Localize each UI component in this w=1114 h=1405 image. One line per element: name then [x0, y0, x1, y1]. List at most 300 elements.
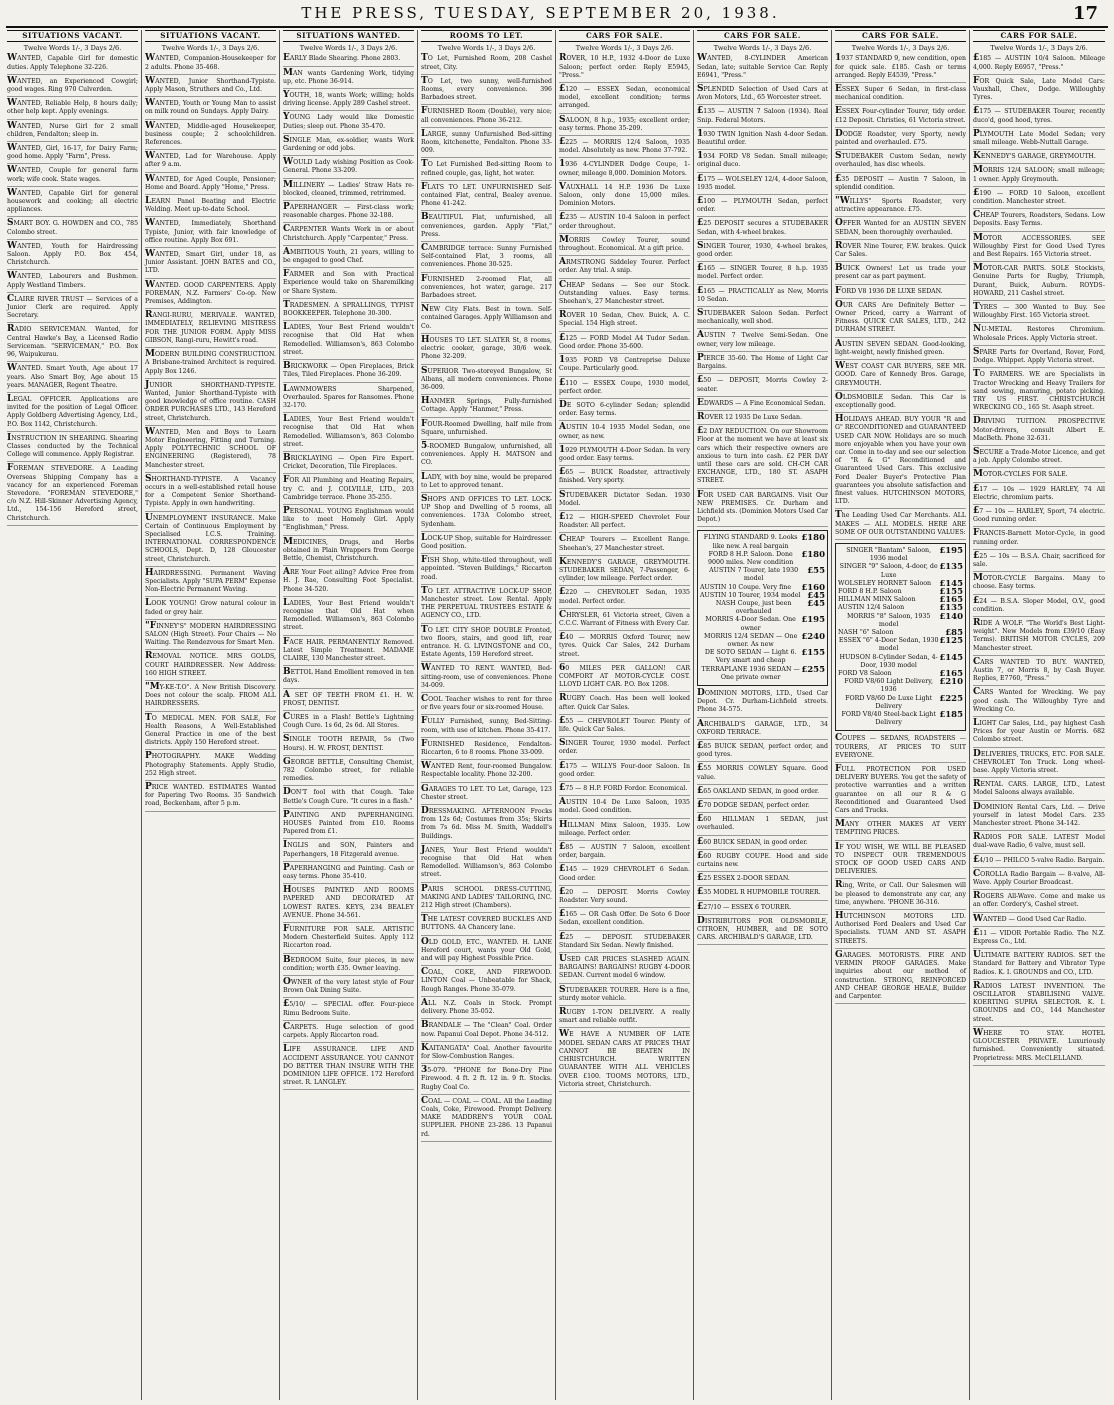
- classified-ad: £40 — MORRIS Oxford Tourer, new tyres. Quick Car Sales, 242 Durham street.: [559, 633, 690, 662]
- classified-ad: STUDEBAKER Custom Sedan, newly overhauled, has disc wheels.: [835, 152, 966, 172]
- classified-ad: WE HAVE A NUMBER OF LATE MODEL SEDAN CARS AT PRICES THAT CANNOT BE BEATEN IN CHRISTCHURCH. WRITTEN GUARANTEE WITH ALL VEHICLES OVER £100. TOOMS MOTORS, LTD., Victoria street, Christchurch.: [559, 1030, 690, 1091]
- classified-ad: "WILLYS" Sports Roadster, very attractive appearance. £75.: [835, 197, 966, 217]
- section-heading: ROOMS TO LET.: [421, 30, 552, 42]
- car-name: DE SOTO SEDAN — Light 6. Very smart and cheap: [704, 649, 797, 665]
- classified-ad: KENNEDY'S GARAGE, GREYMOUTH. STUDEBAKER SEDAN, 7-Passenger, 6-cylinder, low mileage. Perfect order.: [559, 558, 690, 587]
- price-row: [700, 633, 825, 649]
- section-heading: CARS FOR SALE.: [697, 30, 828, 42]
- classified-ad: £25 — DEPOSIT. STUDEBAKER Standard Six Sedan. Newly finished.: [559, 933, 690, 953]
- car-name: TERRAPLANE 1936 SEDAN — One private owner: [701, 665, 800, 681]
- rate-line: Twelve Words 1/-, 3 Days 2/6.: [437, 44, 536, 53]
- classified-ad: BRANDALE — The "Clean" Coal. Order now. Papanui Coal Depot. Phone 34-512.: [421, 1021, 552, 1041]
- classified-ad: BRICKLAYING — Open Fire Expert. Cricket, Decoration, Tile Fireplaces.: [283, 454, 414, 474]
- classified-ad: PAPERHANGING and Painting. Cash or easy terms. Phone 35-410.: [283, 864, 414, 884]
- car-name: FORD V8/60 De Luxe Light Delivery: [845, 694, 933, 710]
- classified-ad: AUSTIN SEVEN SEDAN. Good-looking, light-weight, newly finished green.: [835, 340, 966, 360]
- classified-ad: WANTED, an Experienced Cowgirl; good wages. Ring 970 Culverden.: [7, 77, 138, 97]
- classified-ad: SINGER Tourer, 1930 model. Perfect order.: [559, 739, 690, 759]
- classified-ad: MORRIS Cowley Tourer, sound throughout. Economical. At a gift price.: [559, 236, 690, 256]
- classified-ad: £175 — WILLYS Four-door Saloon. In good order.: [559, 762, 690, 782]
- classified-ad: PAINTING AND PAPERHANGING. HOUSES Painted from £10. Rooms Papered from £1.: [283, 811, 414, 840]
- classified-ad: WANTED TO RENT. WANTED, Bed-sitting-room, use of conveniences. Phone 34-009.: [421, 664, 552, 693]
- classified-ad: RADIO SERVICEMAN. Wanted, for Central Hawke's Bay, a Licensed Radio Serviceman. "SERVICEMAN," P.O. Box 96, Waipukurau.: [7, 325, 138, 362]
- classified-ad: TO Let, Furnished Room, 208 Cashel street, City.: [421, 54, 552, 74]
- classified-ad: SINGLE Man, ex-soldier, wants Work Gardening or odd jobs.: [283, 136, 414, 156]
- classified-ad: 1936 4-CYLINDER Dodge Coupe, 1-owner, mileage 8,000. Dominion Motors.: [559, 160, 690, 180]
- classified-ad: £25 — 10s — B.S.A. Chair, sacrificed for sale.: [973, 552, 1105, 572]
- classified-ad: WHERE TO STAY. HOTEL GLOUCESTER PRIVATE. Luxuriously furnished. Conveniently situated. Proprietress: MRS. McCLELLAND.: [973, 1029, 1105, 1066]
- classified-ad: HOUSES PAINTED AND ROOMS PAPERED AND DECORATED AT LOWEST RATES. KEYS, 234 BEALEY AVENUE. Phone 34-561.: [283, 886, 414, 923]
- classified-ad: COAL — COAL — COAL. All the Leading Coals, Coke, Firewood. Prompt Delivery. MAKE MADDREN'S YOUR COAL SUPPLIER. PHONE 23-286. 13 Papanui rd.: [421, 1097, 552, 1142]
- classified-ad: MEDICINES, Drugs, and Herbs obtained in Plain Wrappers from George Bettle, Chemist, Christchurch.: [283, 538, 414, 567]
- classified-ad: LAWNMOWERS Sharpened, Overhauled. Spares for Ransomes. Phone 32-170.: [283, 385, 414, 414]
- classified-ad: FOREMAN STEVEDORE. A Leading Overseas Shipping Company has a vacancy for an experienced Foreman Stevedore. "FOREMAN STEVEDORE," c/o N.Z. Hill-Skinner Advertising Agency, Ltd., 154-156 Hereford street, Christchurch.: [7, 464, 138, 525]
- classified-ad: £235 — AUSTIN 10-4 Saloon in perfect order throughout.: [559, 213, 690, 233]
- classified-ad: ARE Your Feet ailing? Advice Free from H. J. Rae, Consulting Foot Specialist. Phone 34-520.: [283, 568, 414, 597]
- classified-ad: ARCHIBALD'S GARAGE, LTD., 34 OXFORD TERRACE.: [697, 720, 828, 740]
- classified-ad: ALL N.Z. Coals in Stock. Prompt delivery. Phone 35-052.: [421, 999, 552, 1019]
- car-price: £210: [939, 677, 963, 688]
- classified-ad: STUDEBAKER Saloon Sedan. Perfect mechanically, well shod.: [697, 309, 828, 329]
- classified-ad: DRESSMAKING. AFTERNOON Frocks from 12s 6d; Costumes from 35s; Skirts from 7s 6d. Miss M. Smith, Waddell's Buildings.: [421, 807, 552, 844]
- classified-ad: WANTED, Youth or Young Man to assist on milk round on Sundays. Apply Dairy.: [145, 99, 276, 119]
- classified-ad: £35 DEPOSIT — Austin 7 Saloon, in splendid condition.: [835, 175, 966, 195]
- classified-ad: WANTED. GOOD CARPENTERS. Apply FOREMAN, N.Z. Farmers' Co-op. New Premises, Addington.: [145, 281, 276, 310]
- car-price: £85: [945, 627, 963, 638]
- classified-ad: £125 — FORD Model A4 Tudor Sedan. Good order. Phone 35-600.: [559, 334, 690, 354]
- classified-ad: LARGE, sunny Unfurnished Bed-sitting Room, kitchenette, Fendalton. Phone 33-009.: [421, 130, 552, 159]
- classified-ad: £185 — AUSTIN 10/4 Saloon. Mileage 4,000. Reply E6957, "Press.": [973, 54, 1105, 74]
- classified-ad: MILLINERY — Ladies' Straw Hats re-blocked, cleaned, trimmed, retrimmed.: [283, 181, 414, 201]
- classified-ad: HOLIDAYS AHEAD. BUY YOUR "R and G" RECONDITIONED and GUARANTEED USED CAR NOW. Holidays are so much more enjoyable when you have your own car. Come in to-day and see our selection of "R & G" Reconditioned and Guaranteed Used Cars. This exclusive Ford Dealer Buyer's Protective Plan guarantees you absolute satisfaction and finest values. HUTCHINSON MOTORS, LTD.: [835, 415, 966, 509]
- classified-ad: FURNISHED 2-roomed Flat, all conveniences, hot water, garage. 217 Barbadoes street.: [421, 275, 552, 304]
- car-name: MORRIS 12/4 SEDAN — One owner. As new: [704, 632, 798, 648]
- page-number: 17: [1072, 2, 1098, 24]
- classified-ad: LEGAL OFFICER. Applications are invited for the position of Legal Officer. Apply Goldberg Advertising Agency, Ltd., P.O. Box 1142, Christchurch.: [7, 395, 138, 432]
- classified-ad: THE LATEST COVERED BUCKLES AND BUTTONS. 4A Chancery lane.: [421, 915, 552, 935]
- car-price: £155: [939, 586, 963, 597]
- car-price: £165: [939, 669, 963, 679]
- classified-ad: MAN wants Gardening Work, tidying up, etc. Phone 36-914.: [283, 69, 414, 89]
- car-name: FLYING STANDARD 9. Looks like new. A real bargain: [703, 534, 798, 550]
- classified-ad: SHOPS AND OFFICES TO LET. LOCK-UP Shop and Dwelling of 5 rooms, all conveniences. 173A Colombo street, Sydenham.: [421, 495, 552, 532]
- classified-ad: PLYMOUTH Late Model Sedan; very small mileage. Webb-Nuttall Garage.: [973, 130, 1105, 150]
- classified-ad: WEST COAST CAR BUYERS, SEE MR. GOOD. Care of Kennedy Bros. Garage, GREYMOUTH.: [835, 362, 966, 391]
- classified-ad: AUSTIN 10-4 De Luxe Saloon, 1935 model. Good condition.: [559, 798, 690, 818]
- classified-ad: OLDSMOBILE Sedan. This Car is exceptionally good.: [835, 393, 966, 413]
- classified-ad: DON'T fool with that Cough. Take Bettle's Cough Cure. "It cures in a flash.": [283, 788, 414, 808]
- classified-ad: NU-METAL Restores Chromium. Wholesale Prices. Apply Victoria street.: [973, 325, 1105, 345]
- classified-ad: £4/10 — PHILCO 5-valve Radio. Bargain.: [973, 856, 1105, 868]
- classified-ad: £120 — ESSEX Sedan, economical model, excellent condition; terms arranged.: [559, 85, 690, 114]
- car-price: £160: [801, 582, 825, 593]
- classified-ad: PRICE WANTED. ESTIMATES Wanted for Papering Two Rooms. 35 Sandwich road, Beckenham, after 5 p.m.: [145, 783, 276, 812]
- classified-ad: £17 — 10s — 1929 HARLEY, 74 All Electric, chromium parts.: [973, 485, 1105, 505]
- classified-ad: COROLLA Radio Bargain — 8-valve, All-Wave. Apply Courier Broadcast.: [973, 870, 1105, 890]
- classified-ad: HOUSES TO LET. SLATER St, 8 rooms, electric cooker, garage, 30/6 week. Phone 32-209.: [421, 336, 552, 365]
- classified-ad: FOUR-Roomed Dwelling, half mile from Square, unfurnished.: [421, 420, 552, 440]
- column-8: [970, 30, 1108, 1400]
- classified-ad: £12 — HIGH-SPEED Chevrolet Four Roadster. All perfect.: [559, 513, 690, 533]
- classified-ad: WANTED, Smart Girl, under 18, as Junior Assistant. JOHN BATES and CO., LTD.: [145, 250, 276, 279]
- car-price: £125: [939, 636, 963, 647]
- classified-ad: STUDEBAKER TOURER. Here is a fine, sturdy motor vehicle.: [559, 986, 690, 1006]
- classified-ad: £85 BUICK SEDAN, perfect order, and good tyres.: [697, 742, 828, 762]
- classified-ad: REMOVAL NOTICE. MRS GOLDS, COURT HAIRDRESSER. New Address: 160 HIGH STREET.: [145, 652, 276, 681]
- classified-ad: HUTCHINSON MOTORS LTD. Authorised Ford Dealers and Used Car Specialists. TUAM AND ST. ASAPH STREETS.: [835, 912, 966, 949]
- classified-ad: EDWARDS — A Fine Economical Sedan.: [697, 399, 828, 411]
- car-name: NASH "6" Saloon: [838, 628, 894, 636]
- outstanding-values-list: [835, 543, 966, 731]
- price-row: [838, 695, 963, 711]
- car-price: £180: [801, 549, 825, 560]
- classified-ad: CARS Wanted for Wrecking. We pay good cash. The Willoughby Tyre and Wrecking Co.: [973, 688, 1105, 717]
- classified-ad: £65 — BUICK Roadster, attractively finished. Very sporty.: [559, 468, 690, 488]
- classified-ad: LOCK-UP Shop, suitable for Hairdresser. Good position.: [421, 534, 552, 554]
- classified-ad: ROVER 12 1935 De Luxe Sedan.: [697, 413, 828, 425]
- classified-ad: HAIRDRESSING. Permanent Waving Specialists. Apply "SUPA PERM" Expense Non-Electric Permanent Waving.: [145, 569, 276, 598]
- car-name: AUSTIN 12/4 Saloon: [838, 604, 905, 612]
- classified-ad: FLATS TO LET. UNFURNISHED Self-contained Flat, central, Bealey avenue. Phone 41-242.: [421, 183, 552, 212]
- classified-ad: ROVER Nine Tourer, F.W. brakes. Quick Car Sales.: [835, 242, 966, 262]
- classified-ad: £50 — DEPOSIT, Morris Cowley 2-seater.: [697, 376, 828, 396]
- price-row: [838, 678, 963, 694]
- classified-ad: COAL, COKE, AND FIREWOOD. LINTON Coal — Unbeatable for Shack, Rough Ranges. Phone 35-079.: [421, 968, 552, 997]
- classified-ad: FULL PROTECTION FOR USED DELIVERY BUYERS. You get the safety of protective warranties and a written guarantee on all our R & G Reconditioned and Guaranteed Used Cars and Trucks.: [835, 765, 966, 818]
- classified-ad: RENTAL CARS. LARGE, LTD., Latest Model Saloons always available.: [973, 780, 1105, 800]
- classified-ad: £165 — SINGER Tourer, 8 h.p. 1935 model. Perfect order.: [697, 264, 828, 284]
- classified-ad: KENNEDY'S GARAGE, GREYMOUTH.: [973, 152, 1105, 164]
- price-row: [838, 711, 963, 727]
- classified-ad: 5-ROOMED Bungalow, unfurnished, all conveniences. Apply H. MATSON and CO.: [421, 442, 552, 471]
- column-4: [418, 30, 556, 1400]
- classified-ad: 60 MILES PER GALLON! CAR COMFORT AT MOTOR-CYCLE COST. LLOYD LIGHT CAR. P.O. Box 1208.: [559, 664, 690, 693]
- rate-line: Twelve Words 1/-, 3 Days 2/6.: [575, 44, 674, 53]
- classified-ad: LIFE ASSURANCE. LIFE AND ACCIDENT ASSURANCE. YOU CANNOT DO BETTER THAN INSURE WITH THE DOMINION LIFE OFFICE. 172 Hereford street. R. LANGLEY.: [283, 1045, 414, 1090]
- classified-ad: TO MEDICAL MEN. FOR SALE, For Health Reasons, A Well-Established General Practice in one of the best districts. Apply 150 Hereford street.: [145, 714, 276, 751]
- classified-ad: £55 — CHEVROLET Tourer. Plenty of life. Quick Car Sales.: [559, 717, 690, 737]
- car-price: £145: [939, 578, 963, 589]
- price-row: [700, 534, 825, 550]
- classified-ad: WANTED, Companion-Housekeeper for 2 adults. Phone 35-468.: [145, 54, 276, 74]
- classified-ad: GARAGES. MOTORISTS. FIRE AND VERMIN PROOF GARAGES. Make inquiries about our method of construction. STRONG, REINFORCED AND CHEAP. GEORGE HEALE, Builder and Carpenter.: [835, 951, 966, 1004]
- classified-ad: ESSEX Super 6 Sedan, in first-class mechanical condition.: [835, 85, 966, 105]
- price-row: [700, 649, 825, 665]
- section-heading: CARS FOR SALE.: [973, 30, 1105, 42]
- column-7: [832, 30, 970, 1400]
- classified-ad: 1930 TWIN Ignition Nash 4-door Sedan. Beautiful order.: [697, 130, 828, 150]
- car-name: AUSTIN 10 Tourer, 1934 model: [700, 591, 801, 599]
- classified-ad: PARIS SCHOOL DRESS-CUTTING, MAKING AND LADIES' TAILORING, INC. 212 High street (Chambers).: [421, 885, 552, 914]
- classified-ad: DISTRIBUTORS FOR OLDSMOBILE, CITROEN, HUMBER, and DE SOTO CARS. ARCHIBALD'S GARAGE, LTD.: [697, 917, 828, 946]
- classified-ad: RUGBY Coach. Has been well looked after. Quick Car Sales.: [559, 694, 690, 714]
- classified-ad: ESSEX Four-cylinder Tourer, tidy order. £12 Deposit. Christies, 61 Victoria street.: [835, 107, 966, 127]
- car-price: £255: [801, 664, 825, 675]
- car-name: SINGER "9" Saloon, 4-door, de Luxe: [839, 563, 938, 579]
- classified-ad: FURNISHED Room (Double), very nice; all conveniences. Phone 36-212.: [421, 107, 552, 127]
- masthead-rule: [6, 26, 1108, 28]
- car-name: WOLSELEY HORNET Saloon: [838, 579, 932, 587]
- classified-ad: OLD GOLD, ETC., WANTED. H. LANE Hereford court, wants your Old Gold, and will pay Highest Possible Price.: [421, 938, 552, 967]
- car-name: MORRIS 4-Door Sedan. One owner: [705, 616, 796, 632]
- classified-ad: FRANCIS-Barnett Motor-Cycle, in good running order.: [973, 529, 1105, 549]
- classified-ad: LADIES, Your Best Friend wouldn't recognise that Old Hat when Remodelled. Williamson's, 863 Colombo street.: [283, 599, 414, 636]
- classified-ad: £25 DEPOSIT secures a STUDEBAKER Sedan, with 4-wheel brakes.: [697, 219, 828, 239]
- classified-ad: "MY-KE-T.O". A New British Discovery. Does not colour the scalp. FROM ALL HAIRDRESSERS.: [145, 683, 276, 712]
- classified-ad: £220 — CHEVROLET Sedan, 1935 model. Perfect order.: [559, 588, 690, 608]
- classified-ad: FOR USED CAR BARGAINS. Visit Our NEW PREMISES. Cr. Durham and Lichfield sts. (Dominion Motors Used Car Depot.): [697, 491, 828, 528]
- classified-ad: USED CAR PRICES SLASHED AGAIN. BARGAINS! BARGAINS! RUGBY 4-DOOR SEDAN. Current model 6 window.: [559, 955, 690, 984]
- car-name: AUSTIN 10 Coupe. Very fine: [700, 583, 792, 591]
- classified-ad: FACE HAIR. PERMANENTLY Removed. Latest Simple Treatment. MADAME CLAIRE, 130 Manchester street.: [283, 638, 414, 667]
- classified-ad: WANTED, Middle-aged Housekeeper, business couple; 2 schoolchildren. References.: [145, 122, 276, 151]
- classified-ad: YOUNG Lady would like Domestic Duties; sleep out. Phone 35-470.: [283, 113, 414, 133]
- classified-ad: £85 — AUSTIN 7 Saloon, excellent order, bargain.: [559, 843, 690, 863]
- classified-ad: MANY OTHER MAKES AT VERY TEMPTING PRICES.: [835, 820, 966, 840]
- classified-ad: WANTED, Girl, 16-17, for Dairy Farm; good home. Apply "Farm", Press.: [7, 144, 138, 164]
- car-name: HILLMAN MINX Saloon: [838, 596, 916, 604]
- classified-ad: TO LET. CITY SHOP. DOUBLE Fronted, two floors, stairs, and good lift, rear entrance. H. G. LIVINGSTONE and CO., Estate Agents, 159 Hereford street.: [421, 626, 552, 663]
- classified-ad: CARPENTER Wants Work in or about Christchurch. Apply "Carpenter," Press.: [283, 225, 414, 245]
- classified-ad: £27/10 — ESSEX 6 TOURER.: [697, 903, 828, 915]
- classified-ad: LIGHT Car Sales, Ltd., pay highest Cash Prices for your Austin or Morris. 682 Colombo street.: [973, 719, 1105, 748]
- classified-ad: WANTED, Capable Girl for domestic duties. Apply Telephone 32-226.: [7, 54, 138, 74]
- classified-ad: GARAGES TO LET. TO Let, Garage, 123 Chester street.: [421, 785, 552, 805]
- classified-ad: FISH Shop, white-tiled throughout, well appointed. "Steven Buildings," Riccarton road.: [421, 556, 552, 585]
- classified-ad: SUPERIOR Two-storeyed Bungalow, St Albans, all modern conveniences. Phone 36-009.: [421, 367, 552, 396]
- classified-ad: SALOON, 8 h.p., 1935; excellent order; easy terms. Phone 35-209.: [559, 116, 690, 136]
- classified-ad: £100 — PLYMOUTH Sedan, perfect order.: [697, 197, 828, 217]
- classified-ad: £75 — 8 H.P. FORD Fordor. Economical.: [559, 784, 690, 796]
- classified-ad: £25 ESSEX 2-DOOR SEDAN.: [697, 874, 828, 886]
- price-row: [700, 616, 825, 632]
- classified-ad: LADIES, Your Best Friend wouldn't recognise that Old Hat when Remodelled. Williamson's, 863 Colombo street.: [283, 415, 414, 452]
- classified-ad: £24 — B.S.A. Sloper Model, O.V., good condition.: [973, 597, 1105, 617]
- classified-ad: WANTED, Junior Shorthand-Typiste. Apply Mason, Struthers and Co., Ltd.: [145, 77, 276, 97]
- classified-ad: "FINNEY'S" MODERN HAIRDRESSING SALON (High Street). Four Chairs — No Waiting. The Rendezvous for Smart Men.: [145, 622, 276, 651]
- classified-ad: £11 — VIDOR Portable Radio. The N.Z. Express Co., Ltd.: [973, 929, 1105, 949]
- car-price: £45: [807, 598, 825, 609]
- classified-ad: YOUTH, 18, wants Work; willing; holds driving license. Apply 289 Cashel street.: [283, 91, 414, 111]
- classified-ad: £35 MODEL R HUPMOBILE TOURER.: [697, 888, 828, 900]
- classified-ad: INGLIS and SON, Painters and Paperhangers, 18 Fitzgerald avenue.: [283, 841, 414, 861]
- classified-ad: DRIVING TUITION. PROSPECTIVE Motor-drivers, consult Albert E. MacBeth. Phone 32-631.: [973, 417, 1105, 446]
- price-row: [700, 551, 825, 567]
- car-name: FORD 8 H.P. Saloon. Done 9000 miles. New condition: [707, 550, 794, 566]
- classified-ad: WANTED, Youth for Hairdressing Saloon. Apply P.O. Box 454, Christchurch.: [7, 242, 138, 271]
- classified-ad: FULLY Furnished, sunny, Bed-Sitting-room, with use of kitchen. Phone 35-417.: [421, 717, 552, 737]
- classified-ad: CHEAP Sedans — See our Stock. Outstanding values. Easy terms. Sheehan's, 27 Manchester street.: [559, 281, 690, 310]
- classified-ad: PAPERHANGER — First-class work; reasonable charges. Phone 32-188.: [283, 203, 414, 223]
- classified-ad: CAMBRIDGE terrace: Sunny Furnished Self-contained Flat, 3 rooms, all conveniences. Phone 30-525.: [421, 244, 552, 273]
- classified-ad: £175 — STUDEBAKER Tourer, recently duco'd, good hood, tyres.: [973, 107, 1105, 127]
- car-price: £135: [939, 603, 963, 614]
- column-1: [4, 30, 142, 1400]
- classified-ad: CARPETS. Huge selection of good carpets. Apply Riccarton road.: [283, 1023, 414, 1043]
- classified-ad: CHEAP Tourers, Roadsters, Sedans. Low Deposits. Easy Terms.: [973, 211, 1105, 231]
- classified-ad: MOTOR-CAR PARTS. SOLE Stockists, Genuine Parts for Rugby, Triumph, Durant, Buick, Auburn. ROYDS-HOWARD, 211 Cashel street.: [973, 264, 1105, 301]
- classified-ad: 35-079. "PHONE for Bone-Dry Pine Firewood. 4 ft. 2 ft. 12 in. 9 ft. Stocks. Rugby Coal Co.: [421, 1066, 552, 1095]
- classified-ad: OWNER of the very latest style of Four Brown Oak Dining Suite.: [283, 978, 414, 998]
- classified-ad: WANTED, Men and Boys to Learn Motor Engineering, Fitting and Turning. Apply POLYTECHNIC SCHOOL OF ENGINEERING (Registered), 78 Manchester street.: [145, 428, 276, 473]
- classified-ad: BUICK Owners! Let us trade your present car as part payment.: [835, 264, 966, 284]
- classified-ad: 1929 PLYMOUTH 4-Door Sedan. In very good order. Easy terms.: [559, 446, 690, 466]
- classified-ad: £60 HILLMAN 1 SEDAN, just overhauled.: [697, 815, 828, 835]
- classified-ad: FURNISHED Residence, Fendalton-Riccarton, 6 to 8 rooms. Phone 33-009.: [421, 740, 552, 760]
- car-price: £145: [939, 652, 963, 663]
- car-price: £195: [801, 615, 825, 626]
- classified-ad: TO LET. ATTRACTIVE LOCK-UP SHOP, Manchester street. Low Rental. Apply THE PERPETUAL TRUSTEES ESTATE & AGENCY CO., LTD.: [421, 587, 552, 624]
- classified-ad: BETTOL Hand Emollient removed in ten days.: [283, 668, 414, 688]
- car-price: £155: [801, 648, 825, 659]
- classified-ad: WANTED. Smart Youth, Age about 17 years. Also Smart Boy, Age about 15 years. MANAGER, Regent Theatre.: [7, 364, 138, 393]
- classified-ad: TRADESMEN. A SPRALLINGS, TYPIST BOOKKEEPER. Telephone 30-300.: [283, 301, 414, 321]
- classified-ad: CHRYSLER, 61 Victoria street, Given a C.C.C. Warrant of Fitness with Every Car.: [559, 611, 690, 631]
- classified-ad: £110 — ESSEX Coupe, 1930 model, perfect order.: [559, 379, 690, 399]
- car-name: FORD V8 Saloon: [838, 670, 892, 677]
- classified-ad: ARMSTRONG Siddeley Tourer. Perfect order. Any trial. A snip.: [559, 258, 690, 278]
- classified-ad: £135 — AUSTIN 7 Saloon (1934). Real Snip. Federal Motors.: [697, 107, 828, 127]
- classified-ad: HANMER Springs, Fully-furnished Cottage. Apply "Hanmer," Press.: [421, 397, 552, 417]
- section-heading: SITUATIONS VACANT.: [7, 30, 138, 42]
- classified-ad: FORD V8 1936 DE LUXE SEDAN.: [835, 287, 966, 299]
- classified-ad: BEDROOM Suite, four pieces, in new condition; worth £35. Owner leaving.: [283, 956, 414, 976]
- classified-ad: £70 DODGE SEDAN, perfect order.: [697, 801, 828, 813]
- price-row: [838, 637, 963, 653]
- masthead: [0, 0, 1114, 26]
- classified-ad: SHORTHAND-TYPISTE. A Vacancy occurs in a well-established retail house for a Competent Senior Shorthand-Typiste. Apply in own handwriting.: [145, 475, 276, 512]
- classified-ad: MODERN BUILDING CONSTRUCTION. A Brisbane-trained Architect is required. Apply Box 1246.: [145, 350, 276, 379]
- classified-ad: SPARE Parts for Overland, Rover, Ford, Dodge. Whippet. Apply Victoria street.: [973, 348, 1105, 368]
- classified-ad: DOMINION Rental Cars, Ltd. — Drive yourself in latest Model Cars. 235 Manchester street. Phone 34-142.: [973, 803, 1105, 832]
- column-5: [556, 30, 694, 1400]
- classified-ad: AUSTIN 10-4 1935 Model Sedan, one owner, as new.: [559, 423, 690, 443]
- price-row: [700, 567, 825, 583]
- price-row: [700, 666, 825, 682]
- classified-ad: TO FARMERS. WE are Specialists in Tractor Wrecking and Heavy Trailers for sand sowing, manuring, potato picking. TRY US FIRST. CHRISTCHURCH WRECKING CO., 165 St. Asaph street.: [973, 370, 1105, 415]
- classified-ad: AUSTIN 7 Twelve Semi-Sedan. One owner, very low mileage.: [697, 331, 828, 351]
- classified-ad: 1934 FORD V8 Sedan. Small mileage; original duco.: [697, 152, 828, 172]
- classified-ad: £7 — 10s — HARLEY, Sport, 74 electric. Good running order.: [973, 507, 1105, 527]
- classified-ad: £190 — FORD 10 Saloon, excellent condition. Manchester street.: [973, 189, 1105, 209]
- classified-ad: WANTED Rent, four-roomed Bungalow. Respectable locality. Phone 32-200.: [421, 762, 552, 782]
- classified-ad: EARLY Blade Shearing. Phone 2803.: [283, 54, 414, 66]
- masthead-title: THE PRESS, TUESDAY, SEPTEMBER 20, 1938.: [301, 4, 780, 22]
- classified-ad: DE SOTO 6-cylinder Sedan; splendid order. Easy terms.: [559, 401, 690, 421]
- classified-ad: FOR All Plumbing and Heating Repairs, try C. and J. COLVILLE, LTD., 203 Cambridge terrace. Phone 35-255.: [283, 476, 414, 505]
- classified-ad: The Leading Used Car Merchants. ALL MAKES — ALL MODELS. HERE ARE SOME OF OUR OUTSTANDING VALUES:: [835, 511, 966, 540]
- classified-ad: RADIOS FOR SALE. LATEST Model dual-wave Radio, 6 valve, must sell.: [973, 833, 1105, 853]
- classified-ad: RANGI-RURU, MERIVALE. WANTED, IMMEDIATELY, RELIEVING MISTRESS FOR THE JUNIOR FORM. Apply MISS GIBSON, Rangi-ruru, Hewitt's road.: [145, 311, 276, 348]
- classified-ad: NEW City Flats. Best in town. Self-contained Garages. Apply Williamson and Co.: [421, 305, 552, 334]
- classified-ad: £175 — WOLSELEY 12/4, 4-door Saloon, 1935 model.: [697, 175, 828, 195]
- classified-ad: £60 RUGBY COUPE. Hood and side curtains new.: [697, 852, 828, 872]
- classified-ad: £5/10/ — SPECIAL offer. Four-piece Rimu Bedroom Suite.: [283, 1000, 414, 1020]
- rate-line: Twelve Words 1/-, 3 Days 2/6.: [161, 44, 260, 53]
- price-row: [838, 563, 963, 579]
- column-3: [280, 30, 418, 1400]
- price-row: [700, 600, 825, 616]
- classified-ad: OFFER Wanted for an AUSTIN SEVEN SEDAN, been thoroughly overhauled.: [835, 219, 966, 239]
- classified-ad: SINGLE TOOTH REPAIR, 5s (Two Hours). H. W. FROST, DENTIST.: [283, 735, 414, 755]
- classified-ad: ROVER 10 Sedan, Chev. Buick, A. C. Special. 154 High street.: [559, 311, 690, 331]
- classified-ad: DELIVERIES, TRUCKS, ETC. FOR SALE. CHEVROLET Ton Truck. Long wheel-base. Apply Victoria street.: [973, 750, 1105, 779]
- classified-ad: £145 — 1929 CHEVROLET 6 Sedan. Good order.: [559, 865, 690, 885]
- car-name: NASH Coupe, just been overhauled: [715, 599, 792, 616]
- classified-ad: £2 DAY REDUCTION. On our Showroom Floor at the moment we have at least six cars which their respective owners are anxious to turn into cash. £2 PER DAY until these cars are sold. CH-CH CAR EXCHANGE, LTD., 180 ST. ASAPH STREET.: [697, 427, 828, 488]
- classified-ad: MOTOR-CYCLES FOR SALE.: [973, 470, 1105, 482]
- classified-ad: JANES, Your Best Friend wouldn't recognise that Old Hat when Remodelled. Williamson's, 863 Colombo street.: [421, 846, 552, 883]
- price-row: [838, 613, 963, 629]
- section-heading: CARS FOR SALE.: [835, 30, 966, 42]
- classified-ad: SINGER Tourer, 1930, 4-wheel brakes, good order.: [697, 242, 828, 262]
- car-name: SINGER "Bantam" Saloon, 1936 model: [846, 546, 932, 563]
- classified-ad: WOULD Lady wishing Position as Cook-General. Phone 33-209.: [283, 158, 414, 178]
- classified-ad: RADIOS LATEST INVENTION. The OSCILLATOR STABILISING VALVE. KOERTING SUPRA SELECTOR. K. I. GROUNDS and CO., 144 Manchester street.: [973, 982, 1105, 1027]
- classified-ad: SPLENDID Selection of Used Cars at Avon Motors, Ltd., 65 Worcester street.: [697, 85, 828, 105]
- classified-ad: STUDEBAKER Dictator Sedan. 1930 Model.: [559, 491, 690, 511]
- classified-ad: WANTED, Nurse Girl for 2 small children, Fendalton; sleep in.: [7, 122, 138, 142]
- price-row: [838, 547, 963, 563]
- car-name: FORD V8/40 Steel-back Light Delivery: [841, 711, 936, 727]
- classified-ad: CURES in a Flash! Bettle's Lightning Cough Cure. 1s 6d, 2s 6d. All Stores.: [283, 713, 414, 733]
- car-price: £185: [939, 710, 963, 721]
- classified-ad: IF YOU WISH, WE WILL BE PLEASED TO INSPECT OUR TREMENDOUS STOCK OF GOOD USED CARS AND DELIVERIES.: [835, 843, 966, 880]
- classified-ad: WANTED, 8-CYLINDER American Sedan, late; suitable Service Car. Reply E6941, "Press.": [697, 54, 828, 83]
- classified-ad: ROVER, 10 H.P., 1932 4-Door de Luxe Saloon; perfect order. Reply E5945, "Press.": [559, 54, 690, 83]
- classified-ad: COOL Teacher wishes to rent for three or five years four or six-roomed House.: [421, 695, 552, 715]
- classified-ad: ROGERS All-Wave. Come and make us an offer. Cordery's, Cashel street.: [973, 892, 1105, 912]
- classified-ad: RIDE A WOLF. "The World's Best Light-weight". New Models from £39/10 (Easy Terms). BRITISH MOTOR CYCLES, 209 Manchester street.: [973, 619, 1105, 656]
- classified-ad: WANTED, Immediately, Shorthand Typiste, Junior, with fair knowledge of office routine. Apply Box 691.: [145, 219, 276, 248]
- classified-ad: £65 OAKLAND SEDAN, in good order.: [697, 787, 828, 799]
- car-name: HUDSON 8-Cylinder Sedan, 4-Door, 1930 model: [839, 653, 938, 669]
- classified-ad: FARMER and Son with Practical Experience would take on Sharemilking or Share System.: [283, 270, 414, 299]
- rate-line: Twelve Words 1/-, 3 Days 2/6.: [713, 44, 812, 53]
- classified-ad: £60 BUICK SEDAN, in good order.: [697, 838, 828, 850]
- classified-ad: £165 — OR Cash Offer. De Soto 6 Door Sedan, excellent condition.: [559, 910, 690, 930]
- classified-ad: MOTOR-CYCLE Bargains. Many to choose. Easy terms.: [973, 574, 1105, 594]
- classified-ad: MOTOR ACCESSORIES. SEE Willoughby First for Good Used Tyres and Best Repairs. 165 Victoria street.: [973, 234, 1105, 263]
- classified-ad: JUNIOR SHORTHAND-TYPISTE. Wanted, Junior Shorthand-Typiste with good knowledge of office routine. CASH ORDER PURCHASES LTD., 143 Hereford street, Christchurch.: [145, 381, 276, 426]
- classified-ad: £225 — MORRIS 12/4 Saloon, 1935 model. Absolutely as new. Phone 37-792.: [559, 138, 690, 158]
- classified-ad: UNEMPLOYMENT INSURANCE. Make Certain of Continuous Employment by Specialised I.C.S. Training. INTERNATIONAL CORRESPONDENCE SCHOOLS, Dept. D, 128 Gloucester street, Christchurch.: [145, 514, 276, 567]
- classified-ad: GEORGE BETTLE, Consulting Chemist, 782 Colombo street, for reliable remedies.: [283, 758, 414, 787]
- classified-ad: WANTED, Labourers and Bushmen. Apply Westland Timbers.: [7, 272, 138, 292]
- classified-ad: £55 MORRIS COWLEY Square. Good value.: [697, 764, 828, 784]
- car-price: £165: [939, 595, 963, 606]
- car-price: £180: [801, 533, 825, 544]
- classified-ad: HILLMAN Minx Saloon, 1935. Low mileage. Perfect order.: [559, 821, 690, 841]
- car-price: £240: [801, 631, 825, 642]
- section-heading: SITUATIONS VACANT.: [145, 30, 276, 42]
- classified-ad: FOR Quick Sale, Late Model Cars: Vauxhall, Chev., Dodge. Willoughby Tyres.: [973, 77, 1105, 106]
- rate-line: Twelve Words 1/-, 3 Days 2/6.: [23, 44, 122, 53]
- classified-ad: RUGBY 1-TON DELIVERY. A really smart and reliable outfit.: [559, 1008, 690, 1028]
- classified-ad: 1935 FORD V8 Centreprise Deluxe Coupe. Particularly good.: [559, 356, 690, 376]
- classified-ad: LOOK YOUNG! Grow natural colour in faded or grey hair.: [145, 599, 276, 619]
- classified-ad: WANTED — Good Used Car Radio.: [973, 915, 1105, 927]
- classified-ad: FURNITURE FOR SALE. ARTISTIC Modern Chesterfield Suites. Apply 112 Riccarton road.: [283, 925, 414, 954]
- used-car-price-list: [697, 530, 828, 686]
- rate-line: Twelve Words 1/-, 3 Days 2/6.: [851, 44, 950, 53]
- classified-ad: CLAIRE RIVER TRUST — Services of a Junior Clerk are required. Apply Secretary.: [7, 295, 138, 324]
- car-price: £135: [939, 562, 963, 573]
- classified-ad: CARS WANTED TO BUY. WANTED, Austin 7, or Morris 8, by Cash Buyer. Replies, E7760, "Press.": [973, 658, 1105, 687]
- column-2: [142, 30, 280, 1400]
- classified-ad: TYRES — 300 Wanted to Buy. See Willoughby First. 165 Victoria street.: [973, 303, 1105, 323]
- classified-ad: ULTIMATE BATTERY RADIOS. SET the Standard for Battery and Vibrator Type Radios. K. I. GROUNDS and CO., LTD.: [973, 951, 1105, 980]
